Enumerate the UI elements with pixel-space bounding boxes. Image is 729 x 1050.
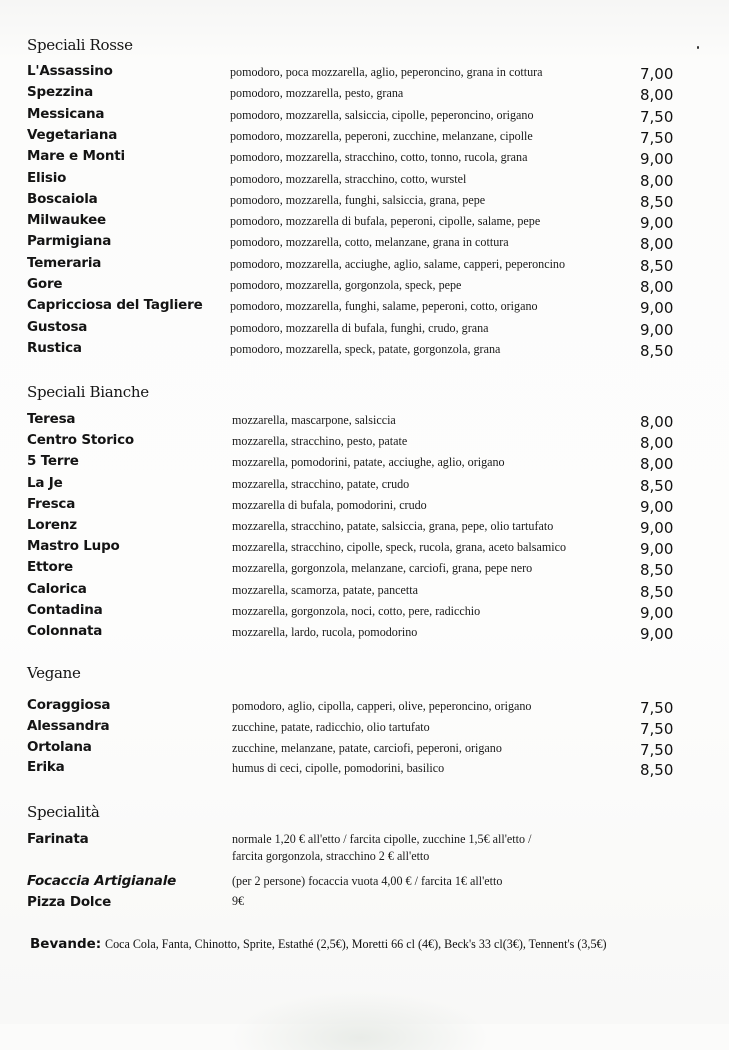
- section-title-vegane: Vegane: [27, 664, 81, 682]
- item-ingredients: mozzarella, mascarpone, salsiccia: [232, 412, 396, 427]
- menu-item-row: [0, 602, 729, 622]
- item-price: 8,00: [640, 455, 674, 474]
- item-name: Milwaukee: [27, 212, 107, 229]
- item-ingredients: pomodoro, mozzarella, acciughe, aglio, salame, capperi, peperoncino: [230, 255, 566, 271]
- item-price: 9,00: [640, 150, 674, 169]
- item-ingredients: pomodoro, mozzarella, stracchino, cotto, wurstel: [230, 170, 467, 186]
- item-ingredients: mozzarella, pomodorini, patate, acciughe, aglio, origano: [232, 454, 505, 470]
- section-title-speciali-bianche: Speciali Bianche: [27, 383, 149, 401]
- item-ingredients: mozzarella, stracchino, cipolle, speck, rucola, grana, aceto balsamico: [232, 539, 567, 555]
- item-name: Vegetariana: [27, 126, 118, 143]
- item-ingredients: pomodoro, mozzarella, pesto, grana: [230, 85, 404, 101]
- menu-item-row: [0, 319, 729, 339]
- item-name: Calorica: [27, 580, 87, 597]
- menu-item-row: [0, 170, 729, 190]
- item-ingredients: pomodoro, mozzarella, funghi, salsiccia, grana, pepe: [230, 191, 486, 207]
- item-name: Mare e Monti: [27, 148, 125, 165]
- bevande-label: Bevande:: [30, 936, 102, 952]
- item-name: Boscaiola: [27, 190, 98, 207]
- item-price: 7,50: [640, 107, 674, 126]
- item-ingredients: pomodoro, poca mozzarella, aglio, peperoncino, grana in cottura: [230, 64, 543, 79]
- menu-item-row: [0, 739, 729, 759]
- item-name: Temeraria: [27, 254, 102, 271]
- item-price: 8,00: [640, 171, 674, 190]
- item-ingredients: pomodoro, mozzarella, speck, patate, gorgonzola, grana: [230, 340, 501, 356]
- specialita-item-pizza-dolce: [0, 894, 729, 914]
- item-price: 8,50: [640, 341, 674, 360]
- menu-item-row: [0, 127, 729, 147]
- item-ingredients: pomodoro, mozzarella, funghi, salame, peperoni, cotto, origano: [230, 298, 538, 314]
- item-price: 9,00: [640, 603, 674, 622]
- item-price: 7,00: [640, 65, 674, 83]
- menu-item-row: [0, 453, 729, 473]
- paper-speck: [697, 46, 699, 49]
- item-ingredients: mozzarella, stracchino, patate, salsiccia, grana, pepe, olio tartufato: [232, 518, 554, 533]
- item-price: 8,00: [640, 86, 674, 105]
- menu-item-row: [0, 411, 729, 431]
- pizza-dolce-price: 9€: [232, 893, 245, 908]
- menu-item-row: [0, 191, 729, 211]
- menu-item-row: [0, 148, 729, 168]
- item-name: Focaccia Artigianale: [27, 873, 177, 889]
- item-name: Gore: [27, 276, 63, 292]
- paper-smudge: [230, 990, 490, 1050]
- menu-item-row: [0, 63, 729, 83]
- item-price: 9,00: [640, 519, 674, 537]
- item-price: 7,50: [640, 740, 674, 759]
- farinata-description: [232, 830, 531, 864]
- section-title-specialita: Specialità: [27, 803, 100, 821]
- section-title-speciali-rosse: Speciali Rosse: [27, 36, 133, 54]
- item-price: 9,00: [640, 320, 674, 339]
- item-ingredients: mozzarella, stracchino, patate, crudo: [232, 475, 410, 491]
- item-ingredients: pomodoro, aglio, cipolla, capperi, olive, peperoncino, origano: [232, 698, 532, 713]
- item-ingredients: pomodoro, mozzarella, stracchino, cotto, tonno, rucola, grana: [230, 149, 528, 165]
- item-name: Mastro Lupo: [27, 538, 120, 555]
- item-ingredients: pomodoro, mozzarella, gorgonzola, speck, pepe: [230, 277, 462, 292]
- menu-item-row: [0, 106, 729, 126]
- menu-item-row: [0, 297, 729, 317]
- menu-item-row: [0, 340, 729, 360]
- item-name: 5 Terre: [27, 453, 79, 470]
- item-price: 9,00: [640, 214, 674, 233]
- item-name: Alessandra: [27, 717, 110, 734]
- item-name: Ortolana: [27, 738, 92, 755]
- menu-item-row: [0, 581, 729, 601]
- menu-item-row: [0, 475, 729, 495]
- item-ingredients: pomodoro, mozzarella di bufala, funghi, crudo, grana: [230, 319, 489, 335]
- item-ingredients: pomodoro, mozzarella, salsiccia, cipolle, peperoncino, origano: [230, 106, 534, 122]
- item-price: 8,00: [640, 235, 674, 254]
- menu-item-row: [0, 432, 729, 452]
- item-price: 7,50: [640, 699, 674, 717]
- item-name: Coraggiosa: [27, 697, 111, 713]
- item-name: La Je: [27, 474, 63, 491]
- item-ingredients: mozzarella, lardo, rucola, pomodorino: [232, 624, 418, 639]
- menu-item-row: [0, 212, 729, 232]
- item-ingredients: pomodoro, mozzarella, peperoni, zucchine, melanzane, cipolle: [230, 127, 533, 143]
- item-name: Parmigiana: [27, 233, 112, 250]
- item-name: Capricciosa del Tagliere: [27, 297, 203, 314]
- menu-item-row: [0, 538, 729, 558]
- menu-item-row: [0, 233, 729, 253]
- item-price: 8,50: [640, 476, 674, 495]
- item-name: Erika: [27, 759, 65, 776]
- item-ingredients: mozzarella di bufala, pomodorini, crudo: [232, 496, 427, 512]
- menu-item-row: [0, 559, 729, 579]
- bevande-list: Coca Cola, Fanta, Chinotto, Sprite, Estathé (2,5€), Moretti 66 cl (4€), Beck's 33 cl(3€), Tennent's (3,5€): [105, 936, 607, 951]
- item-price: 8,00: [640, 434, 674, 453]
- farinata-desc-line-1: normale 1,20 € all'etto / farcita cipolle, zucchine 1,5€ all'etto /: [232, 831, 532, 846]
- item-ingredients: humus di ceci, cipolle, pomodorini, basilico: [232, 760, 445, 776]
- item-name: Elisio: [27, 169, 67, 186]
- item-name: Lorenz: [27, 517, 77, 533]
- item-name: L'Assassino: [27, 63, 113, 79]
- item-name: Gustosa: [27, 318, 88, 335]
- item-price: 7,50: [640, 128, 674, 147]
- menu-item-row: [0, 623, 729, 643]
- item-ingredients: zucchine, melanzane, patate, carciofi, peperoni, origano: [232, 739, 502, 755]
- item-ingredients: mozzarella, gorgonzola, melanzane, carciofi, grana, pepe nero: [232, 560, 533, 576]
- item-price: 8,50: [640, 561, 674, 580]
- item-ingredients: pomodoro, mozzarella, cotto, melanzane, grana in cottura: [230, 234, 509, 250]
- menu-item-row: [0, 255, 729, 275]
- item-price: 9,00: [640, 497, 674, 516]
- item-ingredients: pomodoro, mozzarella di bufala, peperoni, cipolle, salame, pepe: [230, 213, 541, 229]
- menu-item-row: [0, 759, 729, 779]
- item-price: 8,50: [640, 582, 674, 601]
- item-name: Rustica: [27, 339, 82, 356]
- item-ingredients: mozzarella, stracchino, pesto, patate: [232, 433, 408, 449]
- menu-item-row: [0, 84, 729, 104]
- item-name: Teresa: [27, 411, 76, 427]
- menu-item-row: [0, 276, 729, 296]
- item-ingredients: zucchine, patate, radicchio, olio tartufato: [232, 718, 430, 734]
- farinata-desc-line-2: farcita gorgonzola, stracchino 2 € all'etto: [232, 848, 430, 863]
- item-name: Fresca: [27, 495, 76, 512]
- item-name: Spezzina: [27, 84, 94, 101]
- bevande-line: [30, 935, 645, 953]
- item-ingredients: mozzarella, gorgonzola, noci, cotto, pere, radicchio: [232, 602, 481, 618]
- menu-item-row: [0, 517, 729, 537]
- item-name: Messicana: [27, 105, 105, 122]
- item-price: 8,50: [640, 192, 674, 211]
- menu-item-row: [0, 697, 729, 717]
- item-price: 9,00: [640, 299, 674, 318]
- item-name: Centro Storico: [27, 432, 134, 449]
- item-ingredients: mozzarella, scamorza, patate, pancetta: [232, 581, 418, 597]
- menu-item-row: [0, 718, 729, 738]
- item-price: 8,50: [640, 256, 674, 275]
- item-price: 7,50: [640, 719, 674, 738]
- focaccia-description: (per 2 persone) focaccia vuota 4,00 € / farcita 1€ all'etto: [232, 873, 503, 888]
- menu-item-row: [0, 496, 729, 516]
- item-name: Ettore: [27, 559, 74, 576]
- item-name: Pizza Dolce: [27, 894, 112, 910]
- item-price: 9,00: [640, 625, 674, 643]
- item-price: 8,00: [640, 278, 674, 296]
- item-name: Farinata: [27, 831, 89, 847]
- item-price: 9,00: [640, 540, 674, 559]
- item-name: Contadina: [27, 601, 103, 618]
- item-price: 8,50: [640, 761, 674, 780]
- item-price: 8,00: [640, 413, 674, 431]
- item-name: Colonnata: [27, 623, 103, 639]
